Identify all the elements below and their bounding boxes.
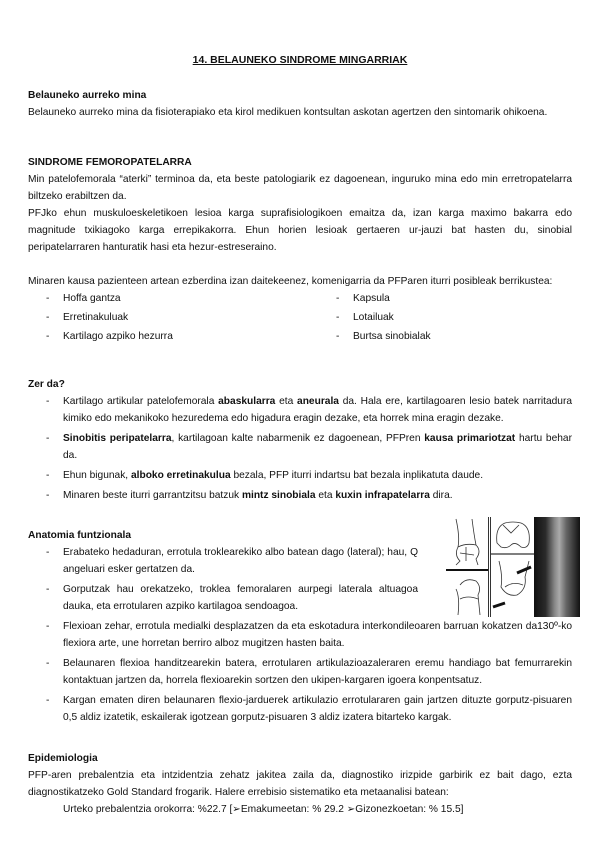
text: Kartilago artikular patelofemorala [63,396,219,407]
text: eta [315,490,336,501]
list-item [28,393,572,427]
sources-list-left [28,290,318,347]
list-item: - Gorputzak hau orekatzeko, troklea femoralaren aurpegi laterala altuagoa dauka, eta errotularen azpiko kartilagoa sendoagoa. [28,581,418,615]
section-patellofemoral-syndrome [28,154,572,347]
text: Minaren beste iturri garrantzitsu batzuk [63,490,242,501]
knee-drawing-icon [446,517,488,617]
list-item [28,467,572,484]
section-anterior-knee-pain [28,87,572,121]
knee-sketch-middle [488,517,534,617]
bold-term: alboko erretinakulua [130,470,231,481]
list-item: - Kapsula [318,290,572,307]
text: da. Hala ere, kartilagoaren lesio batek narritadura kimiko edo mekanikoko hezuredema edo higadura eragin dezake, eta horrek mina eragin dezake. [63,396,573,424]
section-heading: SINDROME FEMOROPATELARRA [28,157,192,168]
section-heading: Belauneko aurreko mina [28,90,147,101]
paragraph: PFJko ehun muskuloeskeletikoen lesioa karga suprafisiologikoen emaitza da, izan karga maximo bakarra edo magnitude txikiagoko karga errepikakorra. Ehun horien lesioak gertaeren ur-jauzi bat hasten du, sinobial peripatelarraren hanturatik hasi eta hezur-estreseraino. [28,208,572,253]
text: Ehun bigunak, [63,470,131,481]
knee-xray-image [534,517,580,617]
paragraph: PFP-aren prebalentzia eta intzidentzia zehatz jakitea zaila da, diagnostiko irizpide garbirik ez bait dago, ezta diagnostikatzeko Gold Standard frogarik. Halere errebisio sistematiko eta metaanalisi batean: [28,770,572,798]
list-item: - Belaunaren flexioa handitzearekin batera, errotularen artikulazioazaleraren eremu handiago bat femurrarekin kontaktuan jartzen da, horrela flexioarekin sortzen den ukipen-kargaren igoera konpentsatuz. [28,655,572,689]
list-item: - Erabateko hedaduran, errotula troklearekiko albo batean dago (lateral); hau, Q angeluari esker gertatzen da. [28,544,418,578]
bold-term: aneurala [297,396,339,407]
list-item: - Lotailuak [318,309,572,326]
sources-list-right [318,290,572,347]
text: eta [275,396,298,407]
bold-term: mintz sinobiala [241,490,316,501]
text: dira. [429,490,453,501]
paragraph: Minaren kausa pazienteen artean ezberdina izan daitekeenez, komenigarria da PFParen iturri posibleak berrikustea: [28,276,553,287]
knee-anatomy-figure [446,517,580,617]
list-item: - Flexioan zehar, errotula medialki desplazatzen da eta eskotadura interkondileoaren barruan kokatzen da130º-ko flexiora arte, une horretan berriro alboz mugitzen hasten baita. [28,618,572,652]
list-item: - Burtsa sinobialak [318,328,572,345]
text: , kartilagoan kalte nabarmenik ez dagoenean, PFPren [171,433,425,444]
list-item [28,487,572,504]
text: hartu behar da. [63,433,572,461]
section-what-is-it [28,376,572,507]
knee-sketch-left [446,517,488,617]
bold-term: kausa primariotzat [424,433,516,444]
definition-list [28,393,572,504]
bold-term: kuxin infrapatelarra [335,490,430,501]
section-heading: Anatomia funtzionala [28,530,132,541]
list-item: - Kargan ematen diren belaunaren flexio-jarduerek artikulazio errotulararen gain jartzen dituzte gorputz-pisuaren 0,5 aldiz izatetik, eskailerak igotzean gorputz-pisuaren 3 aldiz izatera bitarteko kargak. [28,692,572,726]
paragraph: Belauneko aurreko mina da fisioterapiako eta kirol medikuen kontsultan askotan agertzen den sintomarik ohikoena. [28,107,548,118]
list-item: - Erretinakuluak [28,309,318,326]
patella-drawing-icon [491,517,534,617]
list-item: - Hoffa gantza [28,290,318,307]
paragraph: Min patelofemorala “aterki” terminoa da, eta beste patologiarik ez dagoenean, inguruko mina edo min erretropatelarra biltzeko erabiltzen da. [28,174,572,202]
sources-list [28,290,572,347]
section-heading: Epidemiologia [28,753,98,764]
text: bezala, PFP iturri indartsu bat bezala inplikatuta daude. [230,470,484,481]
list-item: - Kartilago azpiko hezurra [28,328,318,345]
prevalence-stats: Urteko prebalentzia orokorra: %22.7 [➢Emakumeetan: % 29.2 ➢Gizonezkoetan: % 15.5] [63,804,464,815]
list-item [28,430,572,464]
section-epidemiology [28,750,572,818]
bold-term: Sinobitis peripatelarra [63,433,172,444]
bold-term: abaskularra [218,396,276,407]
page-title: 14. BELAUNEKO SINDROME MINGARRIAK [192,54,408,66]
section-heading: Zer da? [28,379,65,390]
